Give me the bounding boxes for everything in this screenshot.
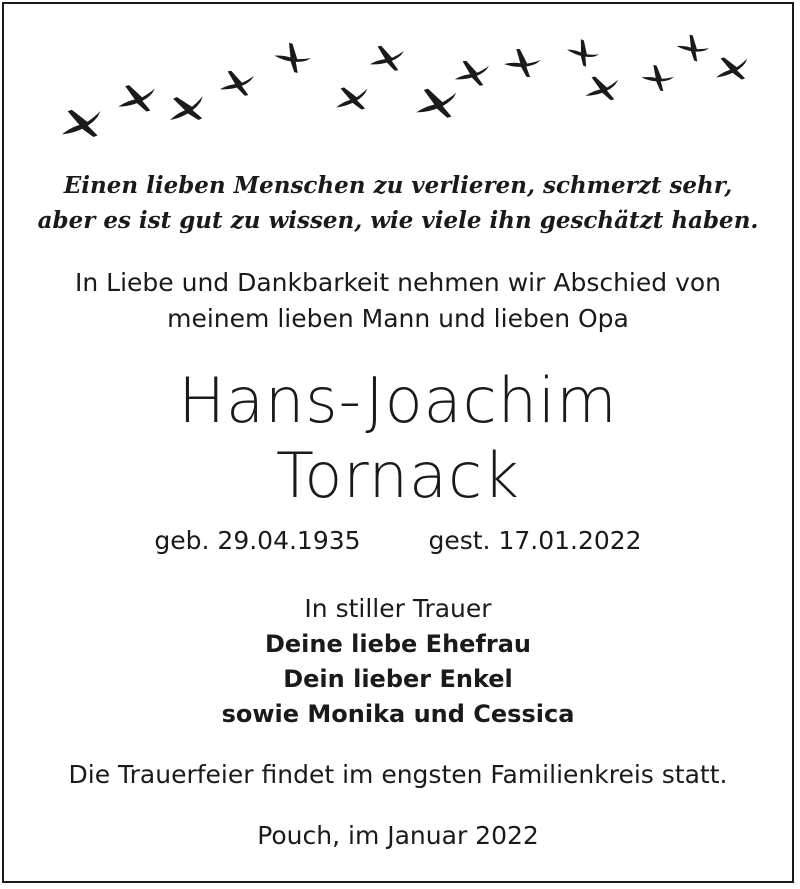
mourner-name: Deine liebe Ehefrau [264,630,531,658]
funeral-notice: Die Trauerfeier findet im engsten Familienkreis statt. [68,760,728,789]
mourner-name: Dein lieber Enkel [283,665,513,693]
quote-line-2: aber es ist gut zu wissen, wie viele ihn geschätzt haben. [37,207,759,234]
place-and-date: Pouch, im Januar 2022 [257,821,539,850]
intro-line-1: In Liebe und Dankbarkeit nehmen wir Abschied von [74,268,722,297]
life-dates [4,526,792,555]
deceased-first-name: Hans-Joachim [178,364,618,437]
intro-line-2: meinem lieben Mann und lieben Opa [167,304,629,333]
birth-date: geb. 29.04.1935 [154,526,361,555]
flying-birds-illustration [44,29,764,149]
deceased-last-name: Tornack [276,439,520,512]
mourners-heading: In stiller Trauer [304,594,492,623]
obituary-frame [2,2,794,883]
quote-line-1: Einen lieben Menschen zu verlieren, schmerzt sehr, [63,172,733,199]
death-date: gest. 17.01.2022 [428,526,642,555]
mourner-name: sowie Monika und Cessica [221,700,575,728]
